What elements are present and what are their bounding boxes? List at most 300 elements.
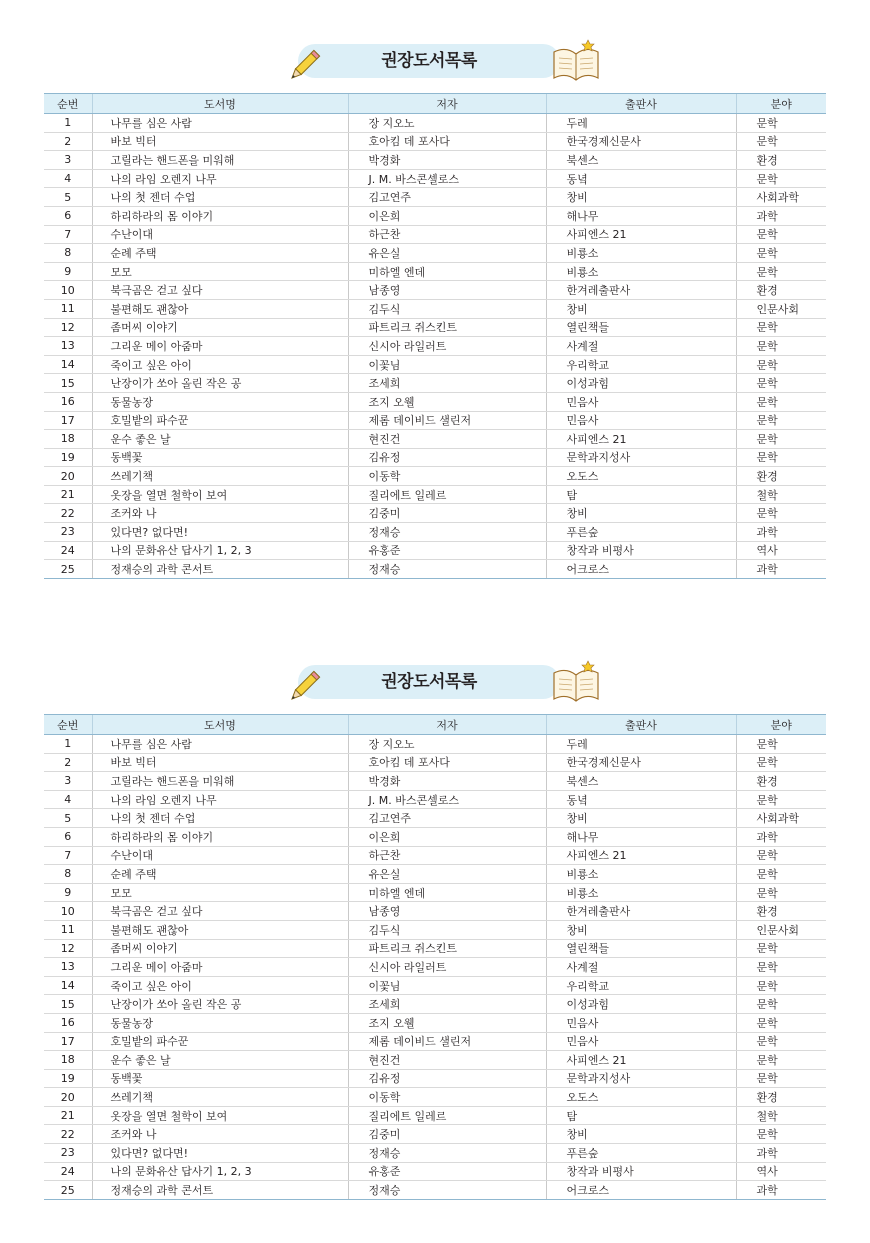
table-row (44, 467, 826, 486)
cell-category: 문학 (736, 448, 826, 467)
cell-publisher: 창비 (546, 188, 736, 207)
cell-number: 25 (44, 560, 92, 579)
cell-publisher: 문학과지성사 (546, 1069, 736, 1088)
table-row (44, 920, 826, 939)
table-row (44, 790, 826, 809)
cell-number: 6 (44, 827, 92, 846)
cell-category: 문학 (736, 995, 826, 1014)
cell-category: 과학 (736, 560, 826, 579)
cell-number: 8 (44, 244, 92, 263)
cell-number: 9 (44, 883, 92, 902)
cell-title: 불편해도 괜찮아 (92, 920, 348, 939)
cell-number: 16 (44, 392, 92, 411)
cell-publisher: 우리학교 (546, 355, 736, 374)
cell-category: 문학 (736, 865, 826, 884)
cell-number: 17 (44, 1032, 92, 1051)
cell-category: 역사 (736, 1162, 826, 1181)
cell-category: 문학 (736, 1032, 826, 1051)
cell-number: 5 (44, 809, 92, 828)
cell-number: 11 (44, 299, 92, 318)
cell-title: 나무를 심은 사람 (92, 114, 348, 133)
cell-publisher: 비룡소 (546, 262, 736, 281)
cell-publisher: 사피엔스 21 (546, 225, 736, 244)
cell-title: 난장이가 쏘아 올린 작은 공 (92, 995, 348, 1014)
cell-author: 김유정 (348, 448, 546, 467)
cell-category: 문학 (736, 374, 826, 393)
page-title: 권장도서목록 (381, 672, 477, 692)
table-row (44, 262, 826, 281)
cell-number: 8 (44, 865, 92, 884)
cell-title: 나의 첫 젠더 수업 (92, 809, 348, 828)
cell-number: 13 (44, 958, 92, 977)
table-row (44, 939, 826, 958)
cell-title: 순례 주택 (92, 244, 348, 263)
col-number-header: 순번 (44, 94, 92, 114)
cell-title: 그리운 메이 아줌마 (92, 958, 348, 977)
cell-title: 운수 좋은 날 (92, 1051, 348, 1070)
cell-title: 나의 문화유산 답사기 1, 2, 3 (92, 1162, 348, 1181)
cell-publisher: 창작과 비평사 (546, 1162, 736, 1181)
table-row (44, 225, 826, 244)
table-row (44, 151, 826, 170)
cell-number: 14 (44, 976, 92, 995)
cell-category: 역사 (736, 541, 826, 560)
cell-author: 이은희 (348, 827, 546, 846)
cell-category: 철학 (736, 1106, 826, 1125)
cell-author: 하근찬 (348, 225, 546, 244)
cell-title: 고릴라는 핸드폰을 미워해 (92, 151, 348, 170)
table-row (44, 1106, 826, 1125)
cell-category: 문학 (736, 976, 826, 995)
cell-category: 환경 (736, 902, 826, 921)
book-list-table-2 (44, 714, 826, 1200)
table-row (44, 1125, 826, 1144)
cell-author: 장 지오노 (348, 114, 546, 133)
table-row (44, 132, 826, 151)
cell-number: 21 (44, 485, 92, 504)
cell-author: 김두식 (348, 920, 546, 939)
cell-author: 하근찬 (348, 846, 546, 865)
cell-author: 제롬 데이비드 샐린저 (348, 1032, 546, 1051)
cell-category: 인문사회 (736, 299, 826, 318)
cell-title: 옷장을 열면 철학이 보여 (92, 485, 348, 504)
cell-category: 환경 (736, 281, 826, 300)
cell-publisher: 이성과힘 (546, 374, 736, 393)
cell-number: 12 (44, 318, 92, 337)
cell-number: 3 (44, 772, 92, 791)
cell-number: 23 (44, 1144, 92, 1163)
cell-publisher: 창비 (546, 809, 736, 828)
cell-title: 죽이고 싶은 아이 (92, 976, 348, 995)
cell-number: 1 (44, 735, 92, 754)
table-row (44, 865, 826, 884)
cell-author: 미하엘 엔데 (348, 883, 546, 902)
cell-number: 18 (44, 1051, 92, 1070)
cell-number: 15 (44, 995, 92, 1014)
cell-title: 바보 빅터 (92, 132, 348, 151)
table-row (44, 827, 826, 846)
cell-publisher: 사피엔스 21 (546, 1051, 736, 1070)
cell-category: 문학 (736, 883, 826, 902)
table-row (44, 337, 826, 356)
cell-category: 환경 (736, 151, 826, 170)
cell-title: 바보 빅터 (92, 753, 348, 772)
table-row (44, 392, 826, 411)
cell-number: 20 (44, 467, 92, 486)
table-row (44, 902, 826, 921)
table-row (44, 1088, 826, 1107)
list-header-1 (0, 44, 870, 84)
cell-title: 나무를 심은 사람 (92, 735, 348, 754)
cell-publisher: 비룡소 (546, 244, 736, 263)
cell-title: 조커와 나 (92, 504, 348, 523)
cell-publisher: 사피엔스 21 (546, 430, 736, 449)
cell-category: 문학 (736, 262, 826, 281)
table-row (44, 485, 826, 504)
table-row (44, 188, 826, 207)
cell-publisher: 문학과지성사 (546, 448, 736, 467)
cell-publisher: 푸른숲 (546, 523, 736, 542)
cell-publisher: 두레 (546, 735, 736, 754)
cell-publisher: 열린책들 (546, 318, 736, 337)
cell-category: 문학 (736, 430, 826, 449)
cell-author: 정재승 (348, 560, 546, 579)
cell-category: 문학 (736, 753, 826, 772)
col-title-header: 도서명 (92, 94, 348, 114)
col-author-header: 저자 (348, 715, 546, 735)
open-book-icon (548, 659, 604, 705)
cell-author: 남종영 (348, 902, 546, 921)
cell-title: 하리하라의 몸 이야기 (92, 827, 348, 846)
cell-author: 박경화 (348, 151, 546, 170)
cell-number: 25 (44, 1181, 92, 1200)
cell-author: 질리에트 일레르 (348, 1106, 546, 1125)
cell-author: 김두식 (348, 299, 546, 318)
table-row (44, 504, 826, 523)
cell-author: 이동학 (348, 1088, 546, 1107)
cell-author: 유은실 (348, 865, 546, 884)
cell-title: 호밀밭의 파수꾼 (92, 411, 348, 430)
cell-publisher: 사계절 (546, 958, 736, 977)
cell-author: 호아킴 데 포사다 (348, 132, 546, 151)
cell-publisher: 한겨레출판사 (546, 281, 736, 300)
table-row (44, 430, 826, 449)
cell-number: 6 (44, 206, 92, 225)
cell-category: 문학 (736, 392, 826, 411)
cell-category: 과학 (736, 1181, 826, 1200)
cell-author: 이꽃님 (348, 976, 546, 995)
col-title-header: 도서명 (92, 715, 348, 735)
cell-title: 동백꽃 (92, 1069, 348, 1088)
col-category-header: 분야 (736, 715, 826, 735)
cell-number: 12 (44, 939, 92, 958)
cell-number: 10 (44, 281, 92, 300)
cell-number: 7 (44, 225, 92, 244)
cell-category: 환경 (736, 1088, 826, 1107)
cell-publisher: 탐 (546, 485, 736, 504)
cell-publisher: 한겨레출판사 (546, 902, 736, 921)
cell-title: 있다면? 없다면! (92, 1144, 348, 1163)
cell-title: 불편해도 괜찮아 (92, 299, 348, 318)
cell-publisher: 비룡소 (546, 865, 736, 884)
cell-title: 난장이가 쏘아 올린 작은 공 (92, 374, 348, 393)
cell-title: 좀머씨 이야기 (92, 939, 348, 958)
cell-author: 이꽃님 (348, 355, 546, 374)
cell-title: 고릴라는 핸드폰을 미워해 (92, 772, 348, 791)
cell-author: 조지 오웰 (348, 1013, 546, 1032)
cell-category: 문학 (736, 1069, 826, 1088)
cell-title: 정재승의 과학 콘서트 (92, 560, 348, 579)
cell-category: 문학 (736, 114, 826, 133)
cell-title: 정재승의 과학 콘서트 (92, 1181, 348, 1200)
cell-publisher: 동녘 (546, 790, 736, 809)
cell-number: 14 (44, 355, 92, 374)
cell-number: 2 (44, 753, 92, 772)
table-row (44, 1162, 826, 1181)
page-title: 권장도서목록 (381, 51, 477, 71)
cell-category: 문학 (736, 846, 826, 865)
cell-publisher: 우리학교 (546, 976, 736, 995)
table-row (44, 1181, 826, 1200)
table-row (44, 1013, 826, 1032)
cell-publisher: 오도스 (546, 467, 736, 486)
cell-author: 이동학 (348, 467, 546, 486)
cell-title: 호밀밭의 파수꾼 (92, 1032, 348, 1051)
cell-publisher: 한국경제신문사 (546, 753, 736, 772)
cell-publisher: 북센스 (546, 772, 736, 791)
cell-category: 철학 (736, 485, 826, 504)
cell-number: 19 (44, 1069, 92, 1088)
cell-category: 문학 (736, 169, 826, 188)
cell-publisher: 창비 (546, 920, 736, 939)
cell-author: 유은실 (348, 244, 546, 263)
table-row (44, 1032, 826, 1051)
cell-publisher: 창비 (546, 504, 736, 523)
cell-category: 환경 (736, 467, 826, 486)
cell-category: 문학 (736, 411, 826, 430)
open-book-icon (548, 38, 604, 84)
cell-category: 문학 (736, 337, 826, 356)
cell-publisher: 민음사 (546, 1013, 736, 1032)
cell-number: 11 (44, 920, 92, 939)
cell-publisher: 비룡소 (546, 883, 736, 902)
cell-number: 10 (44, 902, 92, 921)
cell-title: 나의 문화유산 답사기 1, 2, 3 (92, 541, 348, 560)
cell-publisher: 북센스 (546, 151, 736, 170)
cell-title: 나의 라임 오렌지 나무 (92, 169, 348, 188)
cell-publisher: 창작과 비평사 (546, 541, 736, 560)
cell-author: 파트리크 쥐스킨트 (348, 318, 546, 337)
cell-number: 19 (44, 448, 92, 467)
cell-number: 5 (44, 188, 92, 207)
table-row (44, 299, 826, 318)
cell-author: 호아킴 데 포사다 (348, 753, 546, 772)
table-row (44, 523, 826, 542)
list-header-2 (0, 665, 870, 705)
table-row (44, 1069, 826, 1088)
cell-author: 장 지오노 (348, 735, 546, 754)
cell-author: 이은희 (348, 206, 546, 225)
cell-number: 18 (44, 430, 92, 449)
cell-publisher: 민음사 (546, 392, 736, 411)
cell-title: 북극곰은 걷고 싶다 (92, 902, 348, 921)
col-category-header: 분야 (736, 94, 826, 114)
cell-category: 문학 (736, 355, 826, 374)
col-number-header: 순번 (44, 715, 92, 735)
cell-number: 23 (44, 523, 92, 542)
table-row (44, 281, 826, 300)
table-row (44, 809, 826, 828)
cell-author: 김중미 (348, 1125, 546, 1144)
cell-publisher: 탐 (546, 1106, 736, 1125)
cell-category: 사회과학 (736, 188, 826, 207)
cell-number: 16 (44, 1013, 92, 1032)
cell-publisher: 민음사 (546, 411, 736, 430)
cell-publisher: 해나무 (546, 827, 736, 846)
col-author-header: 저자 (348, 94, 546, 114)
table-row (44, 206, 826, 225)
table-row (44, 374, 826, 393)
table-row (44, 355, 826, 374)
cell-author: 김고연주 (348, 809, 546, 828)
cell-author: 정재승 (348, 1181, 546, 1200)
cell-category: 과학 (736, 523, 826, 542)
cell-category: 문학 (736, 790, 826, 809)
cell-title: 동물농장 (92, 1013, 348, 1032)
cell-category: 환경 (736, 772, 826, 791)
cell-number: 20 (44, 1088, 92, 1107)
cell-number: 15 (44, 374, 92, 393)
cell-category: 문학 (736, 225, 826, 244)
table-row (44, 318, 826, 337)
cell-title: 그리운 메이 아줌마 (92, 337, 348, 356)
cell-title: 나의 라임 오렌지 나무 (92, 790, 348, 809)
cell-publisher: 사피엔스 21 (546, 846, 736, 865)
cell-number: 3 (44, 151, 92, 170)
table-row (44, 995, 826, 1014)
cell-category: 인문사회 (736, 920, 826, 939)
cell-publisher: 사계절 (546, 337, 736, 356)
cell-number: 4 (44, 169, 92, 188)
cell-number: 21 (44, 1106, 92, 1125)
cell-title: 모모 (92, 883, 348, 902)
cell-publisher: 두레 (546, 114, 736, 133)
cell-author: 조세희 (348, 995, 546, 1014)
cell-title: 하리하라의 몸 이야기 (92, 206, 348, 225)
cell-title: 운수 좋은 날 (92, 430, 348, 449)
cell-author: 파트리크 쥐스킨트 (348, 939, 546, 958)
table-row (44, 735, 826, 754)
table-row (44, 114, 826, 133)
cell-author: 현진건 (348, 430, 546, 449)
table-row (44, 169, 826, 188)
cell-author: 김중미 (348, 504, 546, 523)
cell-title: 모모 (92, 262, 348, 281)
cell-author: 질리에트 일레르 (348, 485, 546, 504)
table-row (44, 560, 826, 579)
cell-category: 문학 (736, 735, 826, 754)
cell-category: 문학 (736, 132, 826, 151)
cell-title: 있다면? 없다면! (92, 523, 348, 542)
cell-publisher: 열린책들 (546, 939, 736, 958)
cell-author: J. M. 바스콘셀로스 (348, 169, 546, 188)
table-row (44, 1144, 826, 1163)
cell-number: 9 (44, 262, 92, 281)
table-row (44, 753, 826, 772)
cell-publisher: 어크로스 (546, 1181, 736, 1200)
table-row (44, 772, 826, 791)
cell-author: 조세희 (348, 374, 546, 393)
cell-title: 옷장을 열면 철학이 보여 (92, 1106, 348, 1125)
table-row (44, 411, 826, 430)
cell-number: 7 (44, 846, 92, 865)
cell-title: 조커와 나 (92, 1125, 348, 1144)
cell-author: 미하엘 엔데 (348, 262, 546, 281)
cell-title: 동물농장 (92, 392, 348, 411)
cell-author: 정재승 (348, 1144, 546, 1163)
cell-author: 제롬 데이비드 샐린저 (348, 411, 546, 430)
cell-title: 수난이대 (92, 225, 348, 244)
table-row (44, 883, 826, 902)
cell-title: 좀머씨 이야기 (92, 318, 348, 337)
cell-publisher: 오도스 (546, 1088, 736, 1107)
cell-number: 2 (44, 132, 92, 151)
cell-publisher: 창비 (546, 299, 736, 318)
cell-category: 문학 (736, 318, 826, 337)
cell-title: 수난이대 (92, 846, 348, 865)
cell-category: 과학 (736, 206, 826, 225)
cell-category: 과학 (736, 827, 826, 846)
cell-category: 문학 (736, 1125, 826, 1144)
cell-publisher: 동녘 (546, 169, 736, 188)
cell-author: 조지 오웰 (348, 392, 546, 411)
col-publisher-header: 출판사 (546, 715, 736, 735)
cell-number: 22 (44, 1125, 92, 1144)
cell-author: 김유정 (348, 1069, 546, 1088)
cell-publisher: 어크로스 (546, 560, 736, 579)
cell-author: 현진건 (348, 1051, 546, 1070)
cell-category: 과학 (736, 1144, 826, 1163)
table-row (44, 1051, 826, 1070)
cell-title: 나의 첫 젠더 수업 (92, 188, 348, 207)
table-row (44, 244, 826, 263)
cell-number: 13 (44, 337, 92, 356)
cell-category: 문학 (736, 1013, 826, 1032)
cell-number: 4 (44, 790, 92, 809)
table-row (44, 846, 826, 865)
cell-author: J. M. 바스콘셀로스 (348, 790, 546, 809)
cell-category: 문학 (736, 504, 826, 523)
cell-category: 문학 (736, 939, 826, 958)
cell-number: 24 (44, 1162, 92, 1181)
cell-title: 쓰레기책 (92, 467, 348, 486)
cell-category: 문학 (736, 1051, 826, 1070)
table-row (44, 541, 826, 560)
cell-number: 1 (44, 114, 92, 133)
col-publisher-header: 출판사 (546, 94, 736, 114)
cell-category: 문학 (736, 958, 826, 977)
book-list-table-1 (44, 93, 826, 579)
cell-title: 쓰레기책 (92, 1088, 348, 1107)
cell-publisher: 해나무 (546, 206, 736, 225)
cell-author: 남종영 (348, 281, 546, 300)
cell-title: 동백꽃 (92, 448, 348, 467)
cell-author: 정재승 (348, 523, 546, 542)
cell-author: 신시아 라일러트 (348, 337, 546, 356)
cell-title: 순례 주택 (92, 865, 348, 884)
cell-author: 신시아 라일러트 (348, 958, 546, 977)
cell-publisher: 창비 (546, 1125, 736, 1144)
